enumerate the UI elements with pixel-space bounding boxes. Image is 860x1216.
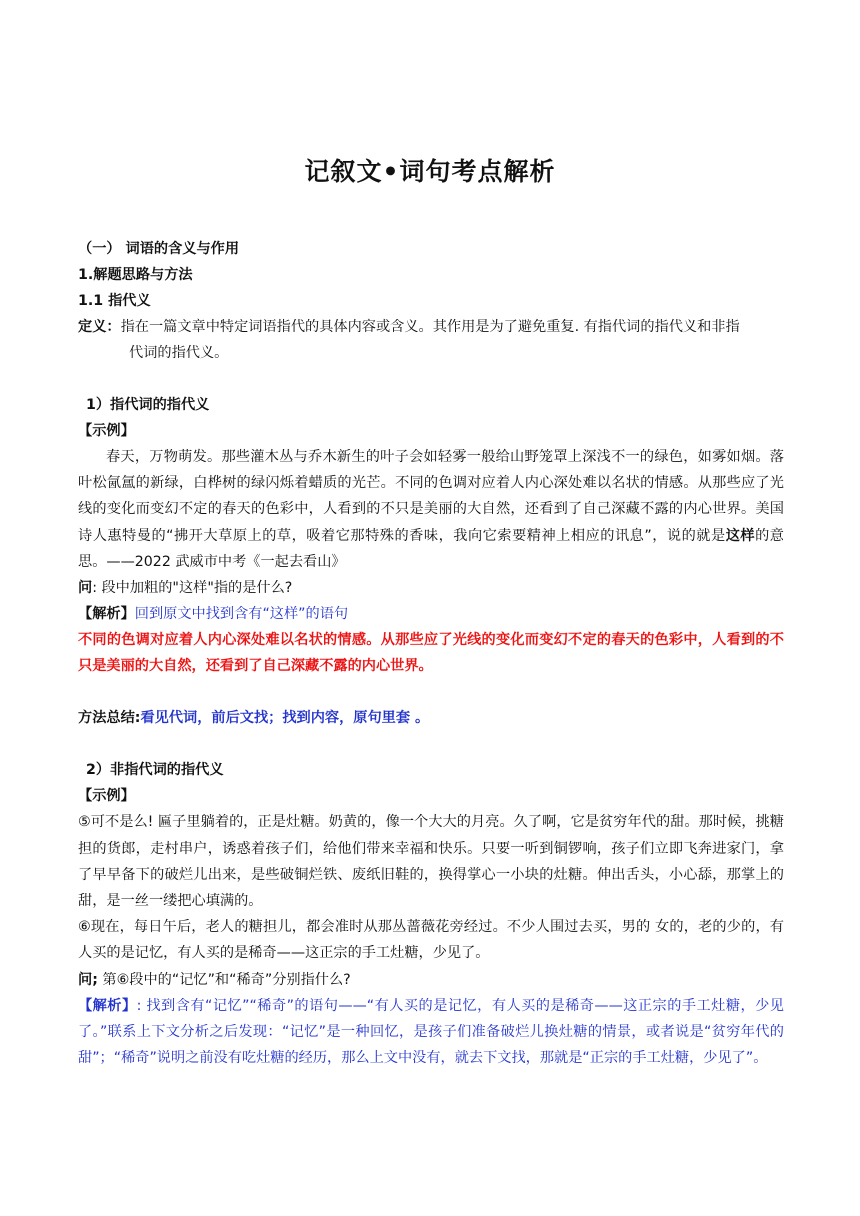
question-text: : 段中加粗的"这样"指的是什么?	[92, 580, 293, 597]
passage-text-a: 春天，万物萌发。那些灌木丛与乔木新生的叶子会如轻雾一般给山野笼罩上深浅不一的绿色，如雾如烟。落叶松氤氲的新绿，白桦树的绿闪烁着蜡质的光芒。不同的色调对应着人内心深处难以名状的情感。从那些应了光线的变化而变幻不定的春天的色彩中，人看到的不只是美丽的大自然，还看到了自己深藏不露的内心世界。美国诗人惠特曼的“拂开大草原上的草，吸着它那特殊的香味，我向它索要精神上相应的讯息”，说的就是	[78, 449, 784, 544]
part2-example-label: 【示例】	[78, 788, 135, 805]
document-title: 记叙文•词句考点解析	[304, 157, 556, 186]
part1-example-label: 【示例】	[78, 423, 135, 439]
sub-heading: 1.1 指代义	[78, 293, 151, 309]
definition-line1: 指在一篇文章中特定词语指代的具体内容或含义。其作用是为了避免重复. 有指代词的指代义和非指	[120, 319, 740, 335]
question-label: 问	[78, 580, 93, 597]
document-body	[78, 236, 784, 1071]
part1-heading: 1）指代词的指代义	[86, 397, 210, 413]
part2-question	[78, 967, 784, 993]
summary-label: 方法总结:	[78, 710, 141, 727]
part2-paragraph-6: ⑥现在，每日午后，老人的糖担儿，都会准时从那丛蔷薇花旁经过。不少人围过去买，男的 女的，老的少的，有人买的是记忆，有人买的是稀奇——这正宗的手工灶糖，少见了。	[78, 919, 784, 962]
analysis-label: 【解析】	[78, 997, 137, 1014]
part2-paragraph-5: ⑤可不是么! 匾子里躺着的，正是灶糖。奶黄的，像一个大大的月亮。久了啊，它是贫穷年代的甜。那时候，挑糖担的货郎，走村串户，诱惑着孩子们，给他们带来幸福和快乐。只要一听到铜锣响，孩子们立即飞奔进家门，拿了早早备下的破烂儿出来，是些破铜烂铁、废纸旧鞋的，换得掌心一小块的灶糖。伸出舌头，小心舔，那掌上的甜，是一丝一缕把心填满的。	[78, 814, 784, 910]
section-heading: （一） 词语的含义与作用	[78, 241, 240, 257]
analysis-text: 回到原文中找到含有“这样”的语句	[134, 606, 349, 623]
summary-text: 看见代词，前后文找；找到内容，原句里套 。	[140, 710, 430, 727]
definition	[78, 314, 784, 366]
definition-label: 定义：	[78, 319, 121, 335]
definition-line2: 代词的指代义。	[129, 345, 229, 361]
analysis-label: 【解析】	[78, 606, 135, 623]
part1-analysis	[78, 601, 784, 627]
part1-passage	[78, 444, 784, 575]
passage-text-b: 的意思。——2022 武威市中考《一起去看山》	[78, 527, 784, 570]
part1-question	[78, 575, 784, 601]
part2-analysis	[78, 993, 784, 1072]
question-label: 问;	[78, 971, 98, 988]
passage-bold-word: 这样	[725, 527, 756, 544]
question-text: 第⑥段中的“记忆”和“稀奇”分别指什么?	[97, 971, 351, 988]
method-summary	[78, 705, 784, 731]
analysis-text: : 找到含有“记忆”“稀奇”的语句——“有人买的是记忆，有人买的是稀奇——这正宗的手工灶糖，少见了。”联系上下文分析之后发现：“记忆”是一种回忆，是孩子们准备破烂儿换灶糖的情景，或者说是“贫穷年代的甜”；“稀奇”说明之前没有吃灶糖的经历，那么上文中没有，就去下文找，那就是“正宗的手工灶糖，少见了”。	[78, 997, 784, 1067]
method-heading: 1.解题思路与方法	[78, 267, 193, 283]
part2-heading: 2）非指代词的指代义	[86, 762, 224, 779]
part1-answer: 不同的色调对应着人内心深处难以名状的情感。从那些应了光线的变化而变幻不定的春天的色彩中，人看到的不只是美丽的大自然，还看到了自己深藏不露的内心世界。	[78, 632, 784, 675]
